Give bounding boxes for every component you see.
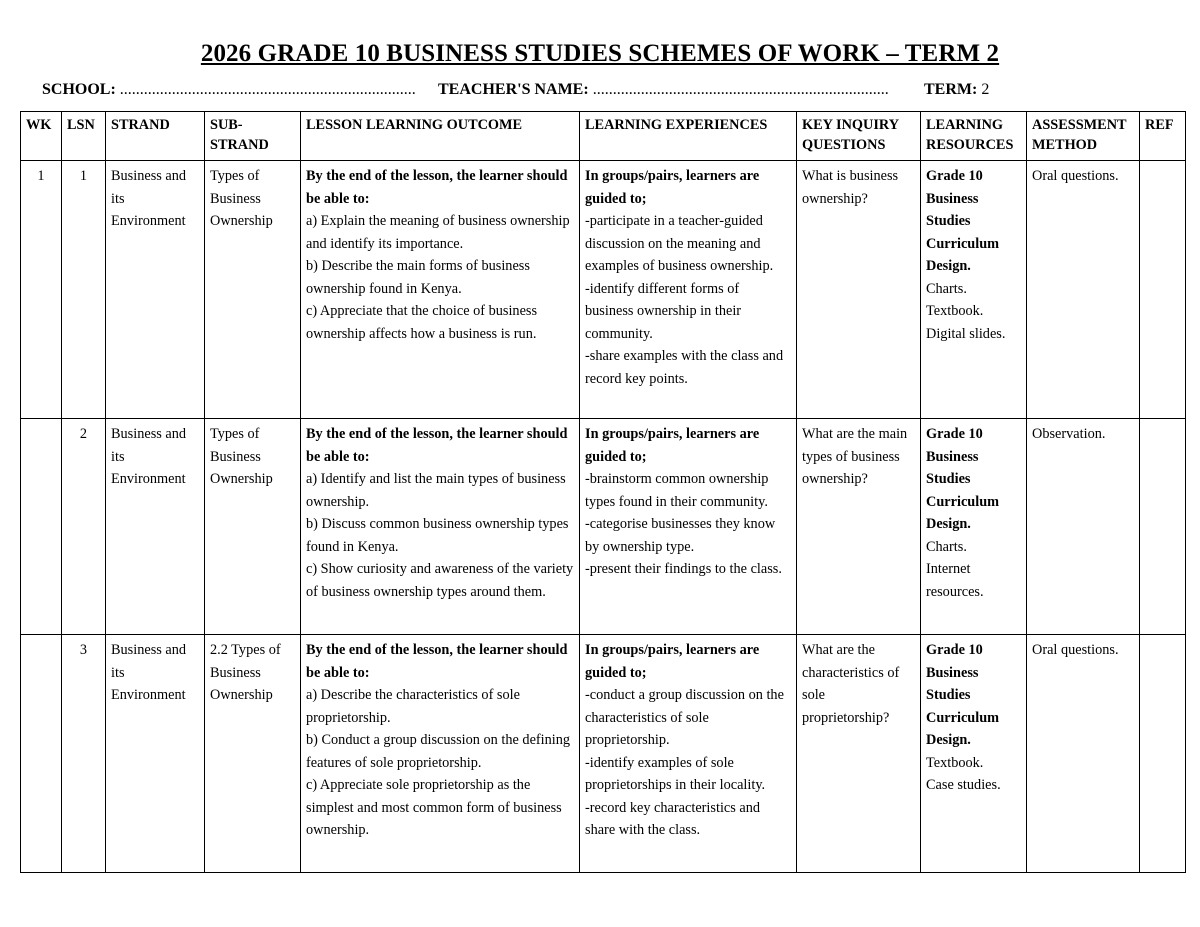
table-row <box>21 419 1186 635</box>
outcome-item: b) Describe the main forms of business ownership found in Kenya. <box>306 258 530 297</box>
resource-item: Case studies. <box>926 777 1001 793</box>
experience-item: -categorise businesses they know by ownership type. <box>585 516 776 555</box>
week-cell <box>21 419 62 635</box>
outcome-item: c) Show curiosity and awareness of the variety of business ownership types around them. <box>306 561 574 600</box>
column-header: KEY INQUIRY QUESTIONS <box>797 112 921 161</box>
outcome-item: a) Describe the characteristics of sole proprietorship. <box>306 687 520 726</box>
resource-item: Textbook. <box>926 754 984 771</box>
experience-item: -present their findings to the class. <box>585 561 782 577</box>
week-cell: 1 <box>21 161 62 419</box>
resource-item: Digital slides. <box>926 325 1006 342</box>
experience-intro: In groups/pairs, learners are guided to; <box>585 426 760 465</box>
sub-strand-cell: Types of Business Ownership <box>205 419 301 635</box>
column-header: LEARNING RESOURCES <box>921 112 1027 161</box>
column-header: STRAND <box>106 112 205 161</box>
resources-cell <box>921 635 1027 873</box>
resource-item: Charts. <box>926 280 967 297</box>
column-header: LSN <box>62 112 106 161</box>
page-title: 2026 GRADE 10 BUSINESS STUDIES SCHEMES OF WORK – TERM 2 <box>200 40 1000 67</box>
resource-item: Internet resources. <box>926 561 984 600</box>
outcome-cell <box>301 419 580 635</box>
assessment-cell: Oral questions. <box>1027 635 1140 873</box>
experience-intro: In groups/pairs, learners are guided to; <box>585 168 760 207</box>
school-blank: .......................................................................... <box>119 81 416 98</box>
school-field <box>42 81 416 99</box>
sub-strand-cell: Types of Business Ownership <box>205 161 301 419</box>
outcome-intro: By the end of the lesson, the learner should be able to: <box>306 426 568 465</box>
resource-item: Textbook. <box>926 303 984 319</box>
table-header-row <box>21 112 1186 161</box>
outcome-item: c) Appreciate that the choice of business ownership affects how a business is run. <box>306 303 538 342</box>
outcome-item: b) Conduct a group discussion on the defining features of sole proprietorship. <box>306 732 571 771</box>
column-header: LEARNING EXPERIENCES <box>580 112 797 161</box>
teacher-blank: .......................................................................... <box>592 81 889 98</box>
inquiry-cell: What are the characteristics of sole proprietorship? <box>797 635 921 873</box>
lesson-cell: 2 <box>62 419 106 635</box>
inquiry-cell: What is business ownership? <box>797 161 921 419</box>
lesson-cell: 3 <box>62 635 106 873</box>
outcome-item: c) Appreciate sole proprietorship as the simplest and most common form of business ownership. <box>306 777 562 838</box>
lesson-cell: 1 <box>62 161 106 419</box>
outcome-item: a) Identify and list the main types of business ownership. <box>306 471 566 510</box>
assessment-cell: Observation. <box>1027 419 1140 635</box>
column-header: ASSESSMENT METHOD <box>1027 112 1140 161</box>
outcome-intro: By the end of the lesson, the learner should be able to: <box>306 168 568 207</box>
strand-cell: Business and its Environment <box>106 161 205 419</box>
table-row <box>21 161 1186 419</box>
resource-primary: Grade 10 Business Studies Curriculum Design. <box>926 168 1000 274</box>
column-header: WK <box>21 112 62 161</box>
sub-strand-cell: 2.2 Types of Business Ownership <box>205 635 301 873</box>
ref-cell <box>1140 161 1186 419</box>
term-field <box>924 81 989 99</box>
column-header: LESSON LEARNING OUTCOME <box>301 112 580 161</box>
outcome-item: a) Explain the meaning of business ownership and identify its importance. <box>306 213 570 252</box>
experience-cell <box>580 161 797 419</box>
column-header: SUB-STRAND <box>205 112 301 161</box>
experience-item: -conduct a group discussion on the characteristics of sole proprietorship. <box>585 687 784 748</box>
teacher-field <box>438 81 889 99</box>
outcome-item: b) Discuss common business ownership types found in Kenya. <box>306 516 569 555</box>
experience-cell <box>580 419 797 635</box>
term-label: TERM: <box>924 81 978 98</box>
school-label: SCHOOL: <box>42 81 116 98</box>
strand-cell: Business and its Environment <box>106 419 205 635</box>
teacher-label: TEACHER'S NAME: <box>438 81 589 98</box>
experience-item: -participate in a teacher-guided discussion on the meaning and examples of business ownership. <box>585 213 774 274</box>
experience-item: -record key characteristics and share with the class. <box>585 799 761 838</box>
ref-cell <box>1140 419 1186 635</box>
scheme-table <box>20 111 1186 873</box>
resource-primary: Grade 10 Business Studies Curriculum Design. <box>926 642 1000 748</box>
resources-cell <box>921 419 1027 635</box>
inquiry-cell: What are the main types of business ownership? <box>797 419 921 635</box>
experience-cell <box>580 635 797 873</box>
outcome-intro: By the end of the lesson, the learner should be able to: <box>306 642 568 681</box>
assessment-cell: Oral questions. <box>1027 161 1140 419</box>
experience-item: -identify examples of sole proprietorships in their locality. <box>585 754 766 793</box>
strand-cell: Business and its Environment <box>106 635 205 873</box>
outcome-cell <box>301 635 580 873</box>
ref-cell <box>1140 635 1186 873</box>
experience-item: -brainstorm common ownership types found in their community. <box>585 471 769 510</box>
experience-item: -identify different forms of business ownership in their community. <box>585 280 742 342</box>
term-value: 2 <box>981 81 990 98</box>
column-header: REF <box>1140 112 1186 161</box>
week-cell <box>21 635 62 873</box>
outcome-cell <box>301 161 580 419</box>
experience-intro: In groups/pairs, learners are guided to; <box>585 642 760 681</box>
resource-primary: Grade 10 Business Studies Curriculum Design. <box>926 426 1000 532</box>
table-row <box>21 635 1186 873</box>
resources-cell <box>921 161 1027 419</box>
experience-item: -share examples with the class and record key points. <box>585 348 784 387</box>
resource-item: Charts. <box>926 538 967 555</box>
